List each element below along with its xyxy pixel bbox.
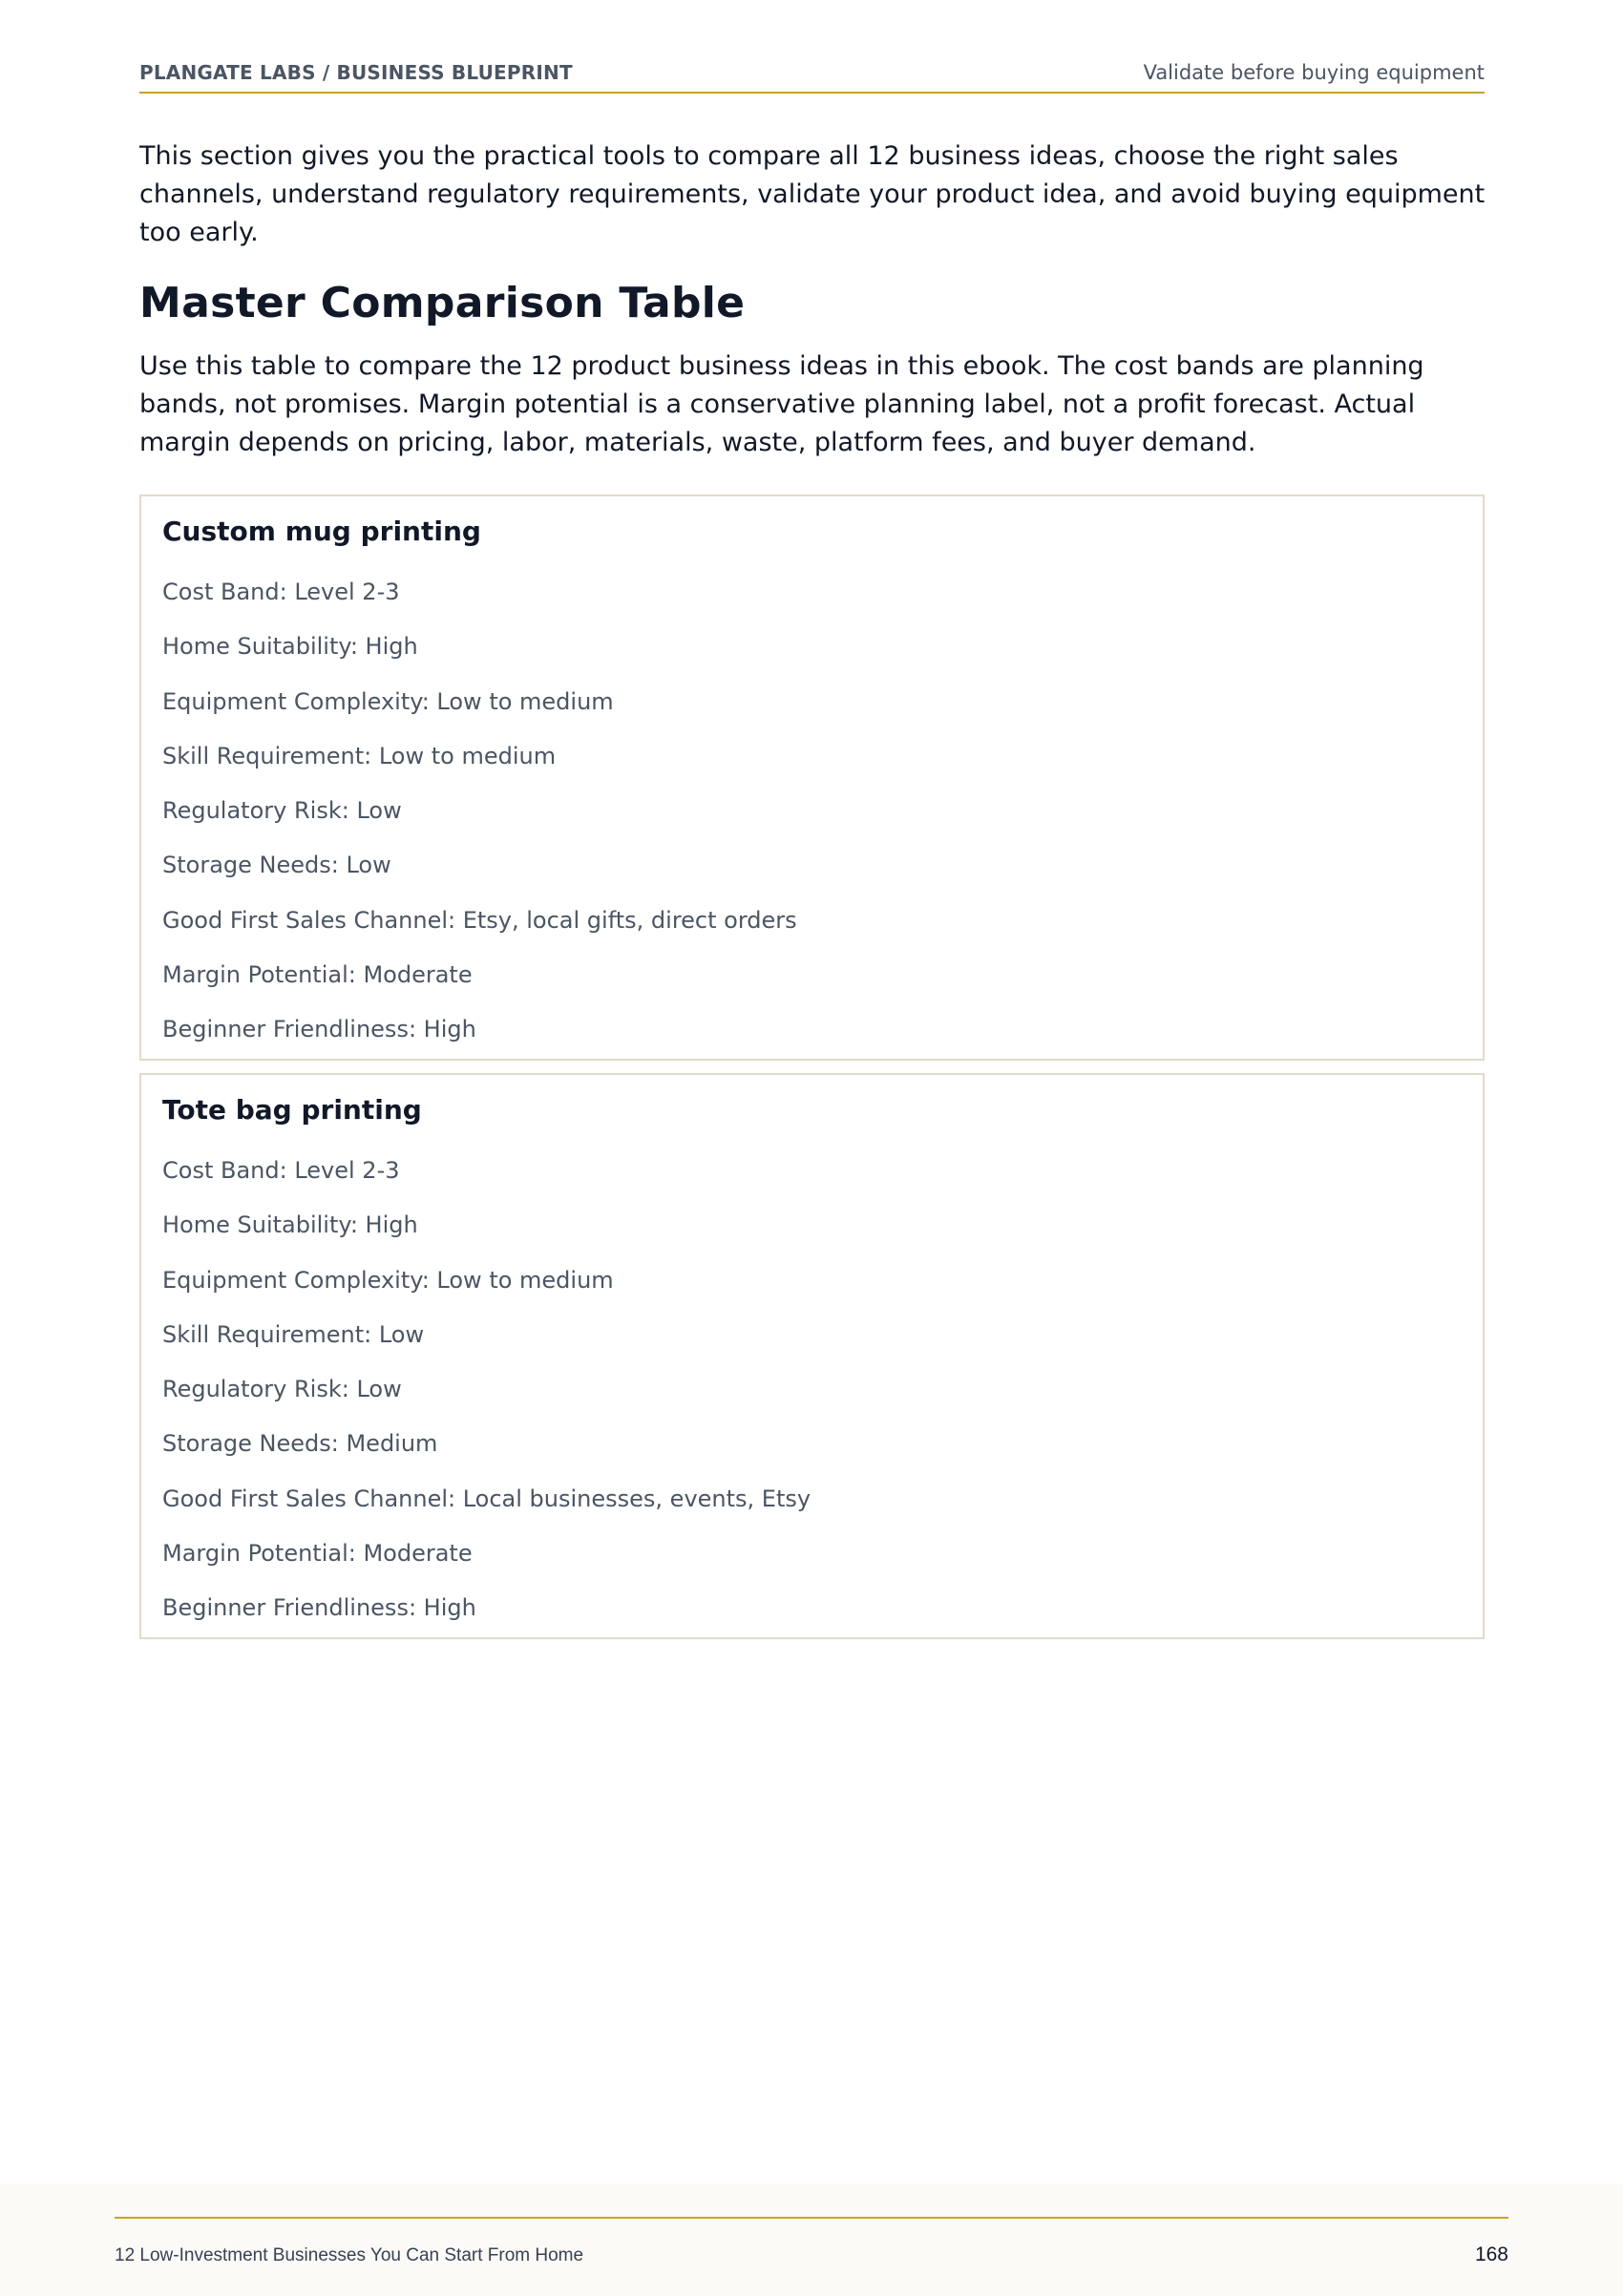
- footer-book-title: 12 Low-Investment Businesses You Can Start From Home: [115, 2245, 584, 2265]
- card-row-storage-needs: Storage Needs: Low: [162, 852, 391, 879]
- footer-band: [0, 2183, 1623, 2296]
- card-row-regulatory-risk: Regulatory Risk: Low: [162, 797, 402, 825]
- page-number: 168: [1474, 2243, 1508, 2265]
- card-row-equipment-complexity: Equipment Complexity: Low to medium: [162, 687, 614, 715]
- card-row-home-suitability: Home Suitability: High: [162, 1211, 418, 1239]
- intro-paragraph: This section gives you the practical tools to compare all 12 business ideas, choose the right sales channels, understand regulatory requirements, validate your product idea, and avoid buying equipment too early.: [139, 141, 1486, 247]
- card-row-cost-band: Cost Band: Level 2-3: [162, 579, 400, 605]
- card-row-cost-band: Cost Band: Level 2-3: [162, 1157, 400, 1184]
- card-row-sales-channel: Good First Sales Channel: Etsy, local gifts, direct orders: [162, 906, 797, 934]
- card-row-skill-requirement: Skill Requirement: Low: [162, 1320, 425, 1348]
- section-description: Use this table to compare the 12 product business ideas in this ebook. The cost bands are planning bands, not promises. Margin potential is a conservative planning label, not a profit forecast. Actual margin depends on pricing, labor, materials, waste, platform fees, and buyer demand.: [139, 351, 1424, 457]
- card-row-sales-channel: Good First Sales Channel: Local businesses, events, Etsy: [162, 1485, 812, 1512]
- card-row-equipment-complexity: Equipment Complexity: Low to medium: [162, 1266, 614, 1294]
- section-title: Master Comparison Table: [139, 279, 746, 327]
- card-row-margin-potential: Margin Potential: Moderate: [162, 961, 473, 989]
- card-row-home-suitability: Home Suitability: High: [162, 633, 418, 661]
- header-publisher: PLANGATE LABS / BUSINESS BLUEPRINT: [139, 61, 573, 84]
- card-row-storage-needs: Storage Needs: Medium: [162, 1430, 438, 1458]
- comparison-card-custom-mug: [139, 495, 1485, 1061]
- card-row-skill-requirement: Skill Requirement: Low to medium: [162, 742, 557, 769]
- card-row-beginner-friendliness: Beginner Friendliness: High: [162, 1016, 476, 1043]
- card-title: Tote bag printing: [162, 1094, 422, 1126]
- comparison-card-tote-bag: [139, 1073, 1485, 1639]
- card-row-regulatory-risk: Regulatory Risk: Low: [162, 1376, 402, 1403]
- card-row-margin-potential: Margin Potential: Moderate: [162, 1540, 473, 1568]
- card-row-beginner-friendliness: Beginner Friendliness: High: [162, 1594, 476, 1622]
- header-tagline: Validate before buying equipment: [1143, 61, 1485, 84]
- footer-divider: [115, 2217, 1508, 2219]
- running-header: [139, 59, 1485, 94]
- card-title: Custom mug printing: [162, 516, 481, 547]
